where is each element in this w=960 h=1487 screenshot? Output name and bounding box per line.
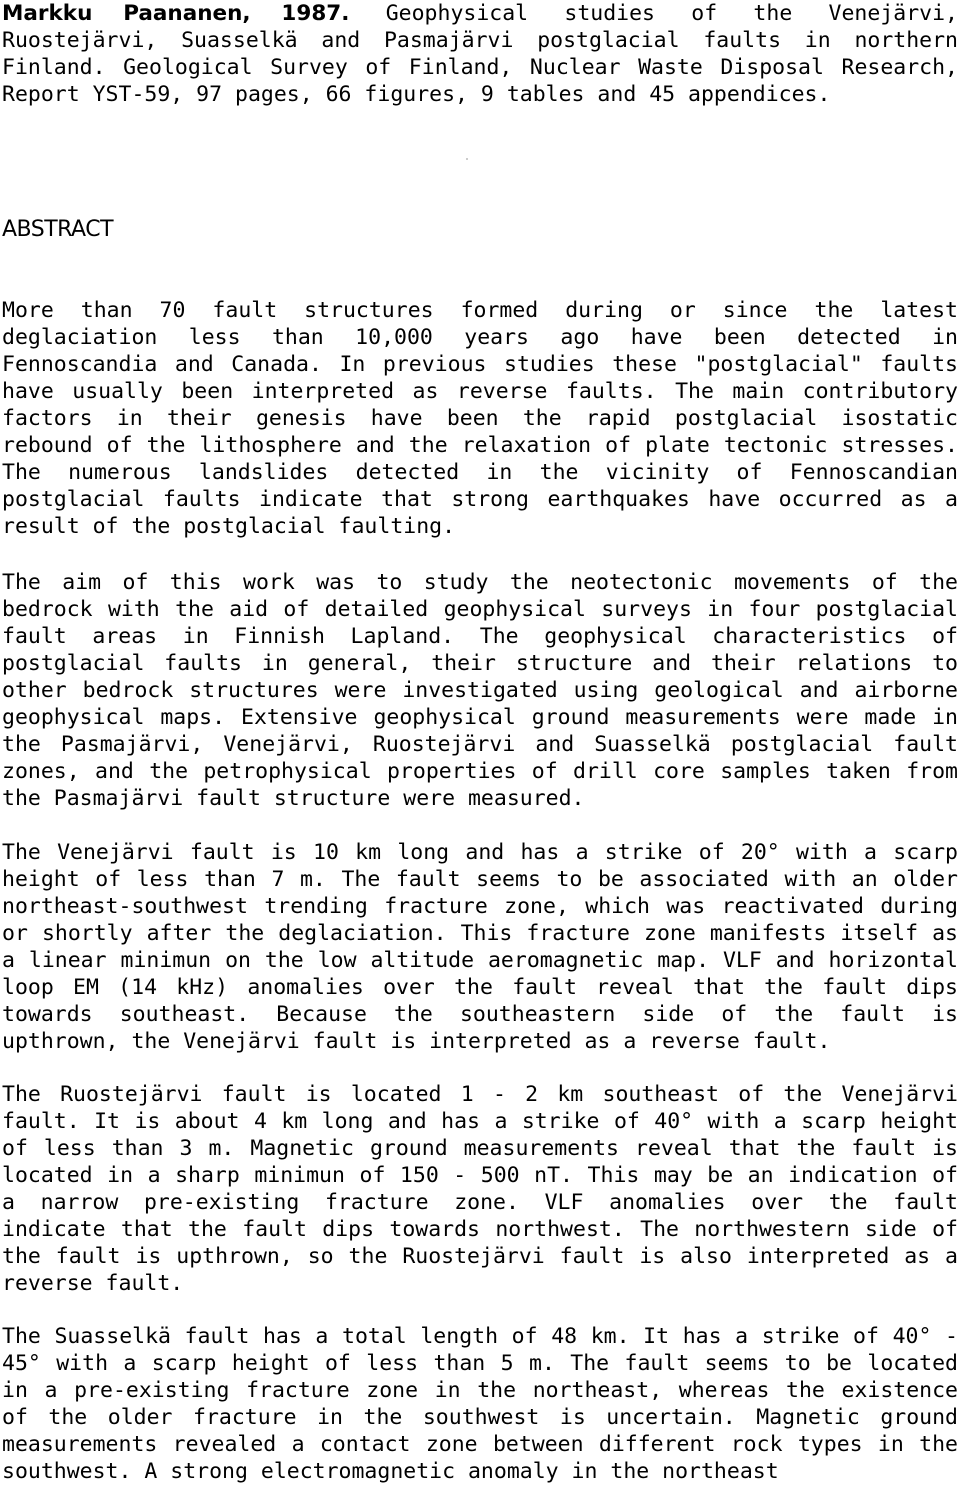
citation (2, 0, 958, 108)
abstract-paragraph-1: More than 70 fault structures formed during or since the latest deglaciation less than 10,000 years ago have been detected in Fennoscandia and Canada. In previous studies these "postglacial" faults have usually been interpreted as reverse faults. The main contributory factors in their genesis have been the rapid postglacial isostatic rebound of the lithosphere and the relaxation of plate tectonic stresses. The numerous landslides detected in the vicinity of Fennoscandian postglacial faults indicate that strong earthquakes have occurred as a result of the postglacial faulting. (2, 298, 958, 539)
abstract-heading: ABSTRACT (2, 217, 114, 242)
abstract-paragraph-4: The Ruostejärvi fault is located 1 - 2 km southeast of the Venejärvi fault. It is about 4 km long and has a strike of 40° with a scarp height of less than 3 m. Magnetic ground measurements reveal that the fault is located in a sharp minimun of 150 - 500 nT. This may be an indication of a narrow pre-existing fracture zone. VLF anomalies over the fault indicate that the fault dips towards northwest. The northwestern side of the fault is upthrown, so the Ruostejärvi fault is also interpreted as a reverse fault. (2, 1082, 958, 1296)
scan-speck (466, 158, 468, 160)
citation-author: Markku Paananen, 1987. (2, 1, 350, 26)
abstract-paragraph-3: The Venejärvi fault is 10 km long and has a strike of 20° with a scarp height of less than 7 m. The fault seems to be associated with an older northeast-southwest trending fracture zone, which was reactivated during or shortly after the deglaciation. This fracture zone manifests itself as a linear minimun on the low altitude aeromagnetic map. VLF and horizontal loop EM (14 kHz) anomalies over the fault reveal that the fault dips towards southeast. Because the southeastern side of the fault is upthrown, the Venejärvi fault is interpreted as a reverse fault. (2, 840, 958, 1054)
citation-text: Geophysical studies of the Venejärvi, Ruostejärvi, Suasselkä and Pasmajärvi postglacial faults in northern Finland. Geological Survey of Finland, Nuclear Waste Disposal Research, Report YST-59, 97 pages, 66 figures, 9 tables and 45 appendices. (2, 1, 958, 107)
abstract-paragraph-5: The Suasselkä fault has a total length of 48 km. It has a strike of 40° - 45° with a scarp height of less than 5 m. The fault seems to be located in a pre-existing fracture zone in the northeast, whereas the existence of the older fracture in the southwest is uncertain. Magnetic ground measurements revealed a contact zone between different rock types in the southwest. A strong electromagnetic anomaly in the northeast (2, 1324, 958, 1484)
abstract-paragraph-2: The aim of this work was to study the neotectonic movements of the bedrock with the aid of detailed geophysical surveys in four postglacial fault areas in Finnish Lapland. The geophysical characteristics of postglacial faults in general, their structure and their relations to other bedrock structures were investigated using geological and airborne geophysical maps. Extensive geophysical ground measurements were made in the Pasmajärvi, Venejärvi, Ruostejärvi and Suasselkä postglacial fault zones, and the petrophysical properties of drill core samples taken from the Pasmajärvi fault structure were measured. (2, 570, 958, 811)
